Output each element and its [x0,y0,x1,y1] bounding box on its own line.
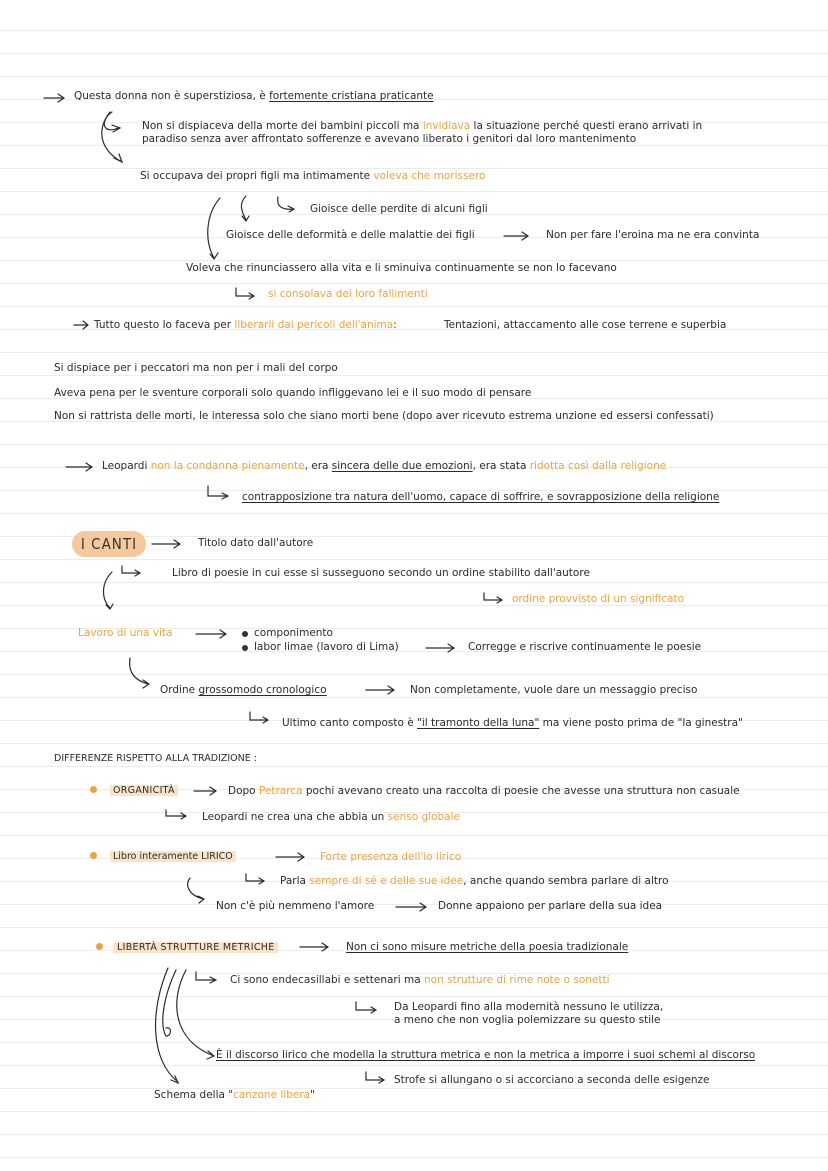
line-parla-sempre [280,875,669,888]
curve-arrow-icon [104,572,114,609]
text-accent: invidiava [422,120,471,132]
text: Parla [280,875,310,887]
text: Ultimo canto composto è [282,717,418,729]
line-ordine-significato: ordine provvisto di un significato [512,593,685,605]
line-amore: Non c'è più nemmeno l'amore [216,900,375,912]
arrow-right-icon [426,644,454,652]
text: Non si dispiaceva della morte dei bambini piccoli ma [142,120,423,132]
text-underlined: "il tramonto della luna" [417,717,540,729]
text: : [393,319,397,331]
hook-arrow-icon [196,972,216,983]
label-organicita [110,784,178,797]
arrow-right-icon [66,463,92,471]
text: " [310,1089,315,1101]
curve-arrow-icon [102,112,122,162]
line-ultimo-canto [282,717,743,730]
arrow-right-icon [396,903,426,911]
text-underlined: grossomodo cronologico [198,684,327,696]
line-petrarca [228,785,740,798]
text-highlighted: LIBERTÀ STRUTTURE METRICHE [114,942,278,953]
curve-arrow-icon [177,970,214,1059]
bullet-dot-accent [96,943,103,950]
text-accent: canzone libera [233,1089,311,1101]
text: Leopardi [102,460,151,472]
text-underlined: fortemente cristiana praticante [269,90,434,102]
text-accent: senso globale [387,811,460,823]
hook-arrow-icon [236,288,254,299]
text: ma viene posto prima de "la ginestra" [539,717,743,729]
line-labor-limae: labor limae (lavoro di Lima) [254,641,399,653]
line-ordine-cronologico [160,684,327,697]
text: Schema della " [154,1089,234,1101]
arrow-right-icon [300,943,328,951]
text: Dopo [228,785,259,797]
text: la situazione perché questi erano arrivati in [470,120,703,132]
line-morti: Non si rattrista delle morti, le interessa solo che siano morti bene (dopo aver ricevuto estrema unzione ed essersi confessati) [54,410,714,422]
text: Ordine [160,684,199,696]
curve-arrow-icon [163,970,176,1036]
label-liberta-metriche [114,941,278,954]
curve-arrow-icon [241,196,249,221]
line-contrapposizione: contrapposizione tra natura dell'uomo, capace di soffrire, e sovrapposizione della religione [242,491,720,503]
hook-arrow-icon [122,566,140,576]
text-underlined: sincera delle due emozioni [331,460,473,472]
arrow-right-icon [196,630,226,638]
line-fallimenti: si consolava dei loro fallimenti [268,288,428,300]
line-rinunciassero: Voleva che rinunciassero alla vita e li sminuiva continuamente se non lo facevano [186,262,617,274]
line-paradiso: paradiso senza aver affrontato sofferenze e avevano liberato i genitori dal loro mantenimento [142,133,637,145]
arrow-right-icon [504,232,528,240]
line-modernita: Da Leopardi fino alla modernità nessuno le utilizza, [394,1001,664,1013]
text: Tutto questo lo faceva per [94,319,235,331]
text-accent: voleva che morissero [373,170,486,182]
line-leopardi [102,460,666,473]
text: pochi avevano creato una raccolta di poesie che avesse una struttura non casuale [302,785,740,797]
text-highlighted: Libro interamente LIRICO [110,851,236,862]
hook-arrow-icon [166,810,186,819]
line-invidiava [142,120,702,133]
arrow-right-icon [152,540,180,548]
text-accent: liberarli dai pericoli dell'anima [234,319,394,331]
arrow-right-icon [44,94,64,102]
curve-arrow-icon [278,197,294,212]
line-peccatori: Si dispiace per i peccatori ma non per i mali del corpo [54,362,338,374]
line-tutto-questo [94,319,397,332]
text-accent: Petrarca [258,785,303,797]
line-libro-poesie: Libro di poesie in cui esse si susseguono secondo un ordine stabilito dall'autore [172,567,590,579]
line-eroina: Non per fare l'eroina ma ne era convinta [546,229,760,241]
arrow-right-icon [366,686,394,694]
text-accent: ridotta così dalla religione [529,460,667,472]
line-misure-metriche: Non ci sono misure metriche della poesia tradizionale [346,941,629,953]
curve-arrow-icon [188,878,204,903]
section-title-badge: I CANTI [72,531,146,557]
line-non-completamente: Non completamente, vuole dare un messaggio preciso [410,684,698,696]
line-discorso-lirico: È il discorso lirico che modella la struttura metrica e non la metrica a imporre i suoi schemi al discorso [216,1049,756,1061]
text: , anche quando sembra parlare di altro [463,875,669,887]
line-titolo: Titolo dato dall'autore [198,537,314,549]
line-tentazioni: Tentazioni, attaccamento alle cose terrene e superbia [444,319,727,331]
arrow-right-icon [194,787,216,795]
text: Leopardi ne crea una che abbia un [202,811,388,823]
section-heading-differenze: DIFFERENZE RISPETTO ALLA TRADIZIONE : [54,753,257,764]
line-endecasillabi [230,974,610,987]
text: Si occupava dei propri figli ma intimamente [140,170,374,182]
line-morissero [140,170,485,183]
text-highlighted: ORGANICITÀ [110,785,178,796]
text: Questa donna non è superstiziosa, è [74,90,270,102]
text: , era [304,460,332,472]
line-deformita: Gioisce delle deformità e delle malattie dei figli [226,229,475,241]
bullet-dot [242,631,248,637]
hook-arrow-icon [356,1002,376,1013]
curve-arrow-icon [130,658,149,688]
hook-arrow-icon [366,1072,384,1083]
line-componimento: componimento [254,627,333,639]
line-io-lirico: Forte presenza dell'io lirico [320,851,462,863]
bullet-dot-accent [90,852,97,859]
text-accent: non strutture di rime note o sonetti [424,974,610,986]
label-lirico [110,850,236,863]
text-accent: sempre di sé e delle sue idee [309,875,464,887]
line-lavoro-vita: Lavoro di una vita [78,627,173,639]
bullet-dot-accent [90,786,97,793]
curve-arrow-icon [156,968,178,1083]
line-sventure: Aveva pena per le sventure corporali solo quando infliggevano lei e il suo modo di pensare [54,387,532,399]
line-senso-globale [202,811,460,824]
line-corregge: Corregge e riscrive continuamente le poesie [468,641,702,653]
hook-arrow-icon [246,874,264,884]
curve-arrow-icon [104,112,120,132]
line-donne: Donne appaiono per parlare della sua idea [438,900,663,912]
hook-arrow-icon [250,712,268,723]
text-accent: non la condanna pienamente [150,460,305,472]
hook-arrow-icon [484,593,502,603]
line-perdite: Gioisce delle perdite di alcuni figli [310,203,488,215]
line-canzone-libera [154,1089,315,1102]
line-superstiziosa [74,90,434,103]
arrow-right-icon [74,321,88,329]
text: Ci sono endecasillabi e settenari ma [230,974,425,986]
line-strofe: Strofe si allungano o si accorciano a seconda delle esigenze [394,1074,710,1086]
hook-arrow-icon [208,486,228,499]
line-polemizzare: a meno che non voglia polemizzare su questo stile [394,1014,661,1026]
arrow-right-icon [276,853,304,861]
text: , era stata [472,460,530,472]
bullet-dot [242,645,248,651]
curve-arrow-icon [208,198,220,259]
